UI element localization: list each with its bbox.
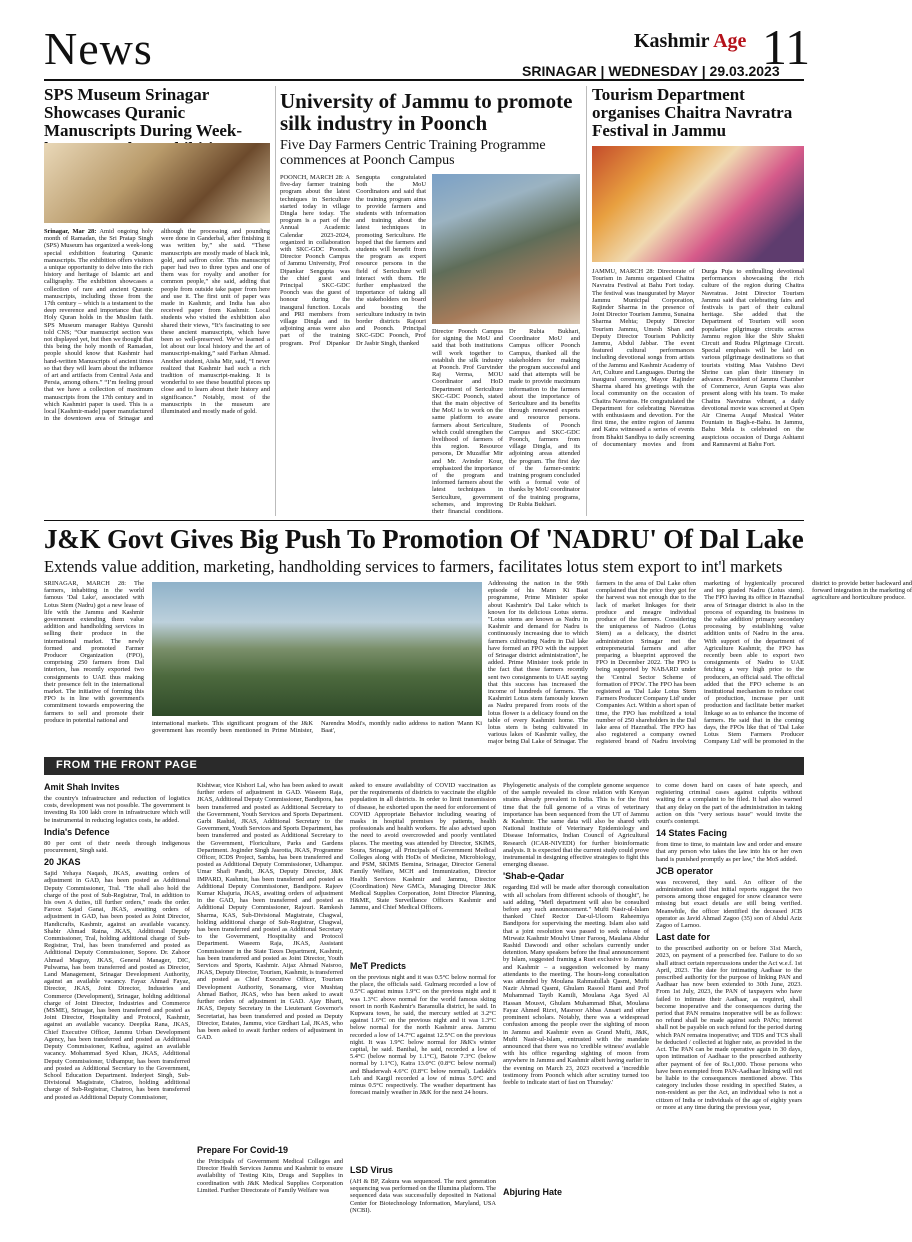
- lead-headline: J&K Govt Gives Big Push To Promotion Of 'NADRU' Of Dal Lake: [44, 524, 804, 554]
- fp-subhead: LSD Virus: [350, 1165, 393, 1175]
- lead-body-part1: SRINAGAR, MARCH 28: The farmers, inhabiting in the world famous 'Dal Lake', associated with Lotus Stem (Nadru) got a new lease of life with the Jammu and Kashmir government extending them value addition and handholding services in selling their produce in the international market. The newly formed and promoted Farmer Producer Organization (FPO), comprising 250 farmers from Dal interiors, has recently exported two consignments to UAE thus making their presence felt in the international market. The initiative of forming this FPO is in line with government's commitment towards empowering the farmers to sell and promote their produce in potential national and: [44, 580, 144, 724]
- fp-text: to come down hard on cases of hate speech, and registering criminal cases against culprits without waiting for a complaint to be filed. It had also warned that any delay on the part of the administration in taking action on this "very serious issue" would invite the court's contempt.: [656, 782, 802, 826]
- brand-suffix: Age: [713, 30, 747, 52]
- masthead-rule: [44, 79, 804, 81]
- fp-text: (AH & BP, Zakura was sequenced. The next generation sequencing was performed on the Illumina platform. The sequenced data was successfully deposited in National Center for Biotechnology Information, Maryland, USA (NCBI).: [350, 1178, 496, 1214]
- section-title: News: [44, 23, 153, 74]
- story3-headline: Tourism Department organises Chaitra Navratra Festival in Jammu: [592, 85, 793, 140]
- fp-text: the country's infrastructure and reduction of logistics costs, development was not possible. The government is investing Rs 100 lakh crore in infrastructure which will be instrumental in reducing logistics costs, he added.: [44, 795, 190, 824]
- section-rule: [44, 520, 804, 521]
- story1-body: [44, 228, 270, 528]
- story1-headline: SPS Museum Srinagar Showcases Quranic Manuscripts During Week-: [44, 85, 243, 140]
- front-page-column-5: [656, 782, 802, 1232]
- page-number: 11: [762, 19, 811, 75]
- masthead: [44, 18, 811, 79]
- story2-body-part1: POONCH, MARCH 28: A five-day farmer training program about the latest techniques in Sericulture started today in village Dingla here today. The program is a part of the Annual Academic Calendar 2023-2024, organized in collaboration with SKC-GDC Poonch. Director Poonch Campus of Jammu University, Prof Dipankar Sengupta was the chief guest and Principal SKC-GDC Poonch was the guest of honour during the inaugural function. Locals and PRI members from village Dingla and its adjoining areas were also part of the training program. Prof Dipankar Sengupta congratulated both the MoU Coordinators and said that the training program aims to provide farmers and students with information and training about the latest techniques in promoting Sericulture. He hoped that the farmers and students will benefit from the program as expert resource persons in the field of Sericulture will interact with them. He further emphasized the importance of taking all the stakeholders on board and boosting the sericulture industry in twin border districts Rajouri and Poonch. Principal SKC-GDC Poonch, Prof Dr Jasbir Singh, thanked: [280, 174, 426, 347]
- front-page-bar: [44, 757, 804, 775]
- brand-logo: [634, 30, 746, 53]
- fp-subhead: India's Defence: [44, 826, 110, 837]
- fp-text: asked to ensure availability of COVID vaccination as per the requirements of districts to vaccinate the eligible population in all districts. In order to limit transmission of disease, he exhorted upon the need for enforcement of COVID Appropriate Behavior including wearing of masks in hospital premises by patients, health professionals and health workers. He also advised upon the need to avoid overcrowded and poorly ventilated places. The meeting was attended by Director, SKIMS, Soura, Srinagar, all Principals of Government Medical Colleges along with HoDs of Medicine, Microbiology, and PSM, SKIMS Bemina, Srinagar, Director General Family Welfare, MCH and Immunization, Director Health Services Kashmir and Jammu, Director (Coordination) New GMCs, Managing Director J&K Medical Supplies Corporation, Joint Director Planning, H&ME, State Surveillance Officers Kashmir and Jammu, and Chief Medical Officers.: [350, 782, 496, 912]
- fp-subhead: 'Shab-e-Qadar: [503, 871, 565, 882]
- story2-subhead: Five Day Farmers Centric Training Programme commences at Poonch Campus: [280, 138, 546, 168]
- story3-photo: [592, 146, 804, 262]
- dateline: SRINAGAR | WEDNESDAY | 29.03.2023: [522, 63, 780, 79]
- fp-text: Phylogenetic analysis of the complete genome sequence of the sample revealed its close relation with Kenyan strains already prevalent in India. This is for the first time that the full genome of a virus of veterinary importance has been sequenced from the UT of Jammu & Kashmir. The same data will also be shared with National Institute of Veterinary Epidemiology and Disease Informatics, Indian Council of Agricultural Research (ICAR-NIVEDI) for further bioinformatic analysis. It is expected that the current study could prove instrumental in designing effective strategies to fight this emerging disease.: [503, 782, 649, 869]
- lead-body-part2: international markets. This significant program of the J&K government has recently been mentioned in Prime Minister, Narendra Modi's, monthly radio address to nation 'Mann Ki Baat',: [152, 720, 482, 735]
- story2-body-part2: Director Poonch Campus for signing the MoU and said that both institutions will work together to establish the silk industry at Poonch. Prof Gurvinder Raj Verma, MOU Coordinator and HoD Department of Sericulture SKC-GDC Poonch, stated that the main objective of the MoU is to work on the same platform to aware farmers about Sericulture, which could strengthen the livelihood of farmers of this region. Resource persons, Dr Muzaffar Mir and Mr. Avinder Kour, emphasized the importance of the program and informed farmers about the latest techniques in Sericulture, government schemes, and improving their financial conditions. Dr Rubia Bukhari, Coordinator MoU and Campus officer Poonch Campus, thanked all the stakeholders for making the program successful and said that attempts will be made to provide maximum information to the farmers about the importance of Sericulture and its benefits through renowned experts and resource persons. Students of Poonch Campus and SKC-GDC Poonch, farmers from village Dingla, and its adjoining areas attended the program. The first day of the farmer-centric training program concluded with a formal vote of thanks by MoU coordinator of the training programs, Dr Rubia Bukhari.: [432, 328, 580, 516]
- fp-text: Sajid Yehaya Naqash, JKAS, awaiting orders of adjustment in GAD, has been posted as Additional Deputy Commissioner, Tral. "He shall also hold the charge of the post of Sub-Registrar, Tral, in addition to his own A duties, till further orders," reads the order. Farooz Sajad Ganai, JKAS, awaiting orders of adjustment in GAD, has been posted as Joint Director, Handicrafts, Kashmir, against an available vacancy. Shabir Ahmad Raina, JKAS, Additional Deputy Commissioner, Tral, holding additional charge of Sub-Registrar, Tral, has been transferred and posted as Additional Deputy Commissioner, Sopore. Dr. Zahoor Ahmad Magray, JKAS, General Manager, DIC, Pulwama, has been transferred and posted as Director, Land Management, Srinagar Development Authority, against an available vacancy. Fayaz Ahmad Fayaz, Director, JKAS, Joint Director, Industries and Commerce (Development), Srinagar, holding additional charge of Joint Director, Industries and Commerce (MSME), Srinagar, has been transferred and posted as Joint Director, Hospitality and Protocol, Kashmir, against an available vacancy. Deepika Rana, JKAS, Chief Executive Officer, Jammu Urban Development Agency, has been transferred and posted as Additional Deputy Commissioner, Kathua, against an available vacancy. Mohammad Syed Khan, JKAS, Additional Deputy Commissioner, Udhampur, has been transferred and posted as Additional Secretary to the Government, School Education Department. Inderjeet Singh, Sub-Divisional Magistrate, Chatroo, holding additional charge of Sub-Registrar, Chatroo, has been transferred and posted as Additional Deputy Commissioner,: [44, 870, 190, 1101]
- fp-subhead: JCB operator: [656, 865, 714, 876]
- front-page-column-3: [350, 782, 496, 1232]
- fp-subhead: Abjuring Hate: [503, 1187, 563, 1198]
- column-divider: [275, 86, 276, 516]
- brand-prefix: Kashmir: [634, 30, 710, 52]
- front-page-column-4: [503, 782, 649, 1232]
- fp-text: on the previous night and it was 0.5°C below normal for the place, the officials said. Gulmarg recorded a low of 0.5°C against minus 1.9°C on the previous night and it was 1.3°C above normal for the world famous skiing resort in north Kashmir's Baramulla district, he said. In Kupwara town, he said, the mercury settled at 3.2°C against 1.6°C on the previous night and it was 1.3°C below normal for the north Kashmir area. Jammu recorded a low of 14.7°C against 12.5°C on the previous night. It was 1.9°C below normal for J&K's winter capital, he said. Banihal, he said, recorded a low of 5.4°C (below normal by 1.1°C), Batote 7.3°C (below normal by 1.1°C), Katra 13.0°C (0.8°C below normal) and Bhaderwah 4.6°C (0.8°C below normal). Ladakh's Leh and Kargil recorded a low of minus 5.0°C and minus 0.5°C respectively. The weather department has forecast mainly weather in J&K for the next 24 hours.: [350, 974, 496, 1097]
- front-page-column-1: [44, 782, 190, 1232]
- story2-photo: [432, 174, 580, 324]
- lead-body-part3: Addressing the nation in the 99th episode of his Mann Ki Baat programme, Prime Minister spoke about Kashmir's Dal Lake which is known for its delicious Lotus stems. "Lotus stems are known as Nadru in Kashmir and demand for Nadru is continuously increasing due to which farmers cultivating Nadru in Dal lake have formed an FPO with the support of Srinagar district administration", he added. Prime Minister took pride in the fact that these farmers recently sent two consignments to UAE saying that this success has increased the income of hundreds of farmers. The Kashmiri Lotus stem famously known as Nadru prepared from roots of the lotus flower is a delicacy found on the table of every Kashmiri home. The lotus stem is being cultivated in various lakes of Kashmir valley, the major being Dal Lake of Srinagar. The farmers in the area of Dal Lake often complained that the price they got for the harvest was not enough due to the lack of market linkages for their produce and meagre individual produce of the farmers. Considering the uniqueness of Nadroo (Lotus Stem) as a delicacy, the district administration Srinagar met the entrepreneurial farmers and after preparing a blueprint approved the FPO in December 2022. The FPO is being supported by NABARD under the 'Central Sector Scheme of formation of FPOs'. The FPO has been registered as 'Dal Lake Lotus Stem Farmers Producer Company Ltd' under Companies Act. Within a short span of time, the FPO has mobilized a total number of 250 shareholders in the Dal lake area of Hazratbal. The FPO has also registered a company owned registered brand of Nadru involving marketing of hygienically procured and top graded Nadru (Lotus stem). The FPO having its office in Hazratbal area of Srinagar district is also in the process of expanding its business in the value addition/ primary secondary processing by establishing value addition units of Nadru in the area. With support of the department of Agriculture Kashmir, the FPO has recently been able to export two consignments of Nadru to UAE fetching a very high price to the producers, an official said. The official added that the FPO scheme is an institutional mechanism to reduce cost of production, increase per unit production and facilitate better market linkage so as to enhance the income of farmers. He said that in the coming days, the FPOs like that of 'Dal Lake Lotus Stem Farmers Producer Company Ltd' will be promoted in the district to provide better backward and forward integration in the marketing of agriculture and horticulture produce.: [488, 580, 912, 746]
- lead-photo: [152, 582, 482, 716]
- fp-subhead: 20 JKAS: [44, 857, 81, 868]
- fp-subhead: Last date for: [656, 932, 711, 943]
- story2-headline: University of Jammu to promote silk industry in Poonch: [280, 89, 573, 136]
- story3-body: JAMMU, MARCH 28: Directorate of Tourism in Jammu organised Chaitra Navratra Festival at Bahu Fort today. The festival was inaugurated by Mayor Jammu Municipal Corporation, Rajinder Sharma in the presence of Joint Director Tourism Jammu, Sunaina Sharma Mehta; Deputy Director Tourism Jammu, Umesh Shan and Deputy Director Tourism Publicity Jammu, Abdul Jabbar. The event featured cultural performances including devotional songs from artists of the Jammu and Kashmir Academy of Art, Culture and Languages. During the inaugural ceremony, Mayor Rajinder Sharma shared his greetings with the local community on the occasion of Chaitra Navratras. He congratulated the Department for celebrating Navratras with enthusiasm and devotion. For the first time, the entire region of Jammu and Katra witnessed a series of events from Bhakti Sandhya to daily screening of documentary movies and from Durga Puja to enthralling devotional performances showcasing the rich culture of the region during Chaitra Navratras. Joint Director Tourism Jammu said that celebrating fairs and festivals is part of their cultural heritage. She added that the Department of Tourism will soon popularise pilgrimage circuits across Jammu region like the Shiv Shakti Circuit and Rudra Pilgrimage Circuit. Special emphasis will be laid on various pilgrimage destinations so that tourists visiting Maa Vaishno Devi Shrine can plan their itinerary in advance. President of Jammu Chamber of Commerce, Arun Gupta was also present along with his team. To make Chaitra Navratras vibrant, a daily devotional movie was screened at Open Air Cinema Auqaf Musical Water Fountain in Bagh-e-Bahu. In Jammu, Bahu Mela is celebrated on the auspicious occasion of Durga Ashtami and Ramnavmi at Bahu Fort.: [592, 268, 804, 448]
- front-page-label: FROM THE FRONT PAGE: [56, 759, 198, 771]
- fp-subhead: MeT Predicts: [350, 961, 407, 971]
- story1-dateline: Srinagar, Mar 28:: [44, 228, 97, 235]
- fp-text: from time to time, to maintain law and order and ensure that any person who takes the law into his or her own hand is punished promptly as per law," the MoS added.: [656, 841, 802, 863]
- column-divider: [586, 86, 587, 516]
- front-page-column-2: [197, 782, 343, 1232]
- fp-subhead: 14 States Facing: [656, 828, 728, 839]
- fp-text: to the prescribed authority on or before 31st March, 2023, on payment of a prescribed fee. Failure to do so shall attract certain repercussions under the Act w.e.f. 1st April, 2023. The date for intimating Aadhaar to the prescribed authority for the purpose of linking PAN and Aadhaar has now been extended to 30th June, 2023. From 1st July, 2023, the PAN of taxpayers who have failed to intimate their Aadhaar, as required, shall become inoperative and the consequences during the period that PAN remains inoperative will be as follows: no refund shall be made against such PANs; interest shall not be payable on such refund for the period during which PAN remains inoperative; and TDS and TCS shall be deducted / collected at higher rate, as provided in the Act. The PAN can be made operative again in 30 days, upon intimation of Aadhaar to the prescribed authority after payment of fee of Rs.1,000. Those persons who have been exempted from PAN-Aadhaar linking will not be liable to the consequences mentioned above. This category includes those residing in specified States, a non-resident as per the Act, an individual who is not a citizen of India or individuals of the age of eighty years or more at any time during the previous year,: [656, 945, 802, 1111]
- fp-text: 80 per cent of their needs through indigenous procurement, Singh said.: [44, 839, 190, 855]
- story1-photo: [44, 143, 270, 223]
- fp-text: regarding Eid will be made after thorough consultation with all scholars from different schools of thought", he said adding, "Mefl department will also be consulted before any such announcement." Mufti Nasir-ul-Islam thanked Chief Rector Dar-ul-Uloom Raheemiya Bandipora for supervising the meeting. Islam also said that a joint resolution was passed to seek release of Mirwaiz Kashmir Moulvi Umer Farooq, Maulana Abdur Rashid Dawoodi and other scholars currently under detention. Many speakers before the final announcement by Islam, suggested framing a Ruet exclusive to Jammu and Kashmir – a suggestion welcomed by many attendants to the meeting. The hours-long consultation was attended by Moulana Rahmatullah Qasmi, Mufti Nazir Ahmad Qasmi, Ghulam Rasool Hami and Prof Muhammad Tayib Kamili, Moulana Aga Syed Al Hassan Mousvi, Ghulam Muhammad Bhat, Moulana Fayaz Ahmed Rizvi, Masroor Abbas Ansari and other prominent scholars. Notably, there was a widespread confusion among the people over the sighting of moon in Jammu and Kashmir even as Grand Mufti, J&K, Mufti Nasir-ul-Islam, entrusted with the mandate announced that there was no 'credible witness' available with his office regarding sighting of moon from anywhere in Jammu and Kashmir albeit having earlier in the evening on March 23, 2023 received a 'incredible testimony from Poonch which after scrutiny turned too feeble to indicate start of fast on Thursday.': [503, 884, 649, 1086]
- fp-text: was recovered, they said. An officer of the administration said that initial reports suggest the two persons among those engaged for snow clearance were missing but exact details are still being verified. Meanwhile, the officer identified the deceased JCB operator as Javid Ahmad Zagoo (35) son of Abdul Aziz Zagoo of Larnoo.: [656, 878, 802, 930]
- lead-subhead: Extends value addition, marketing, handholding services to farmers, facilitates lotus stem export to int'l markets: [44, 557, 783, 576]
- fp-subhead: Prepare For Covid-19: [197, 1145, 289, 1155]
- fp-text: the Principals of Government Medical Colleges and Director Health Services Jammu and Kashmir to ensure availability of Testing Kits, Drugs and Supplies in coordination with J&K Medical Supplies Corporation Limited. Further Directorate of Family Welfare was: [197, 1158, 343, 1194]
- fp-subhead: Amit Shah Invites: [44, 782, 120, 792]
- fp-text: Kishtwar, vice Kishori Lal, who has been asked to await further orders of adjustment in GAD. Waseem Raja, JKAS, Additional Deputy Commissioner, Bandipora, has been transferred and posted as Additional Secretary to the Government, Youth Services and Sports Department. Garbi Rashid, JKAS, Additional Secretary to the Government, Youth Services and Sports Department, has been transferred and posted as Additional Secretary to the Government, Floriculture, Parks and Gardens Department. Joginder Singh Jasrotia, JKAS, Programme Officer, ICDS Project, Samba, has been transferred and posted as Additional Deputy Commissioner, Udhampur. Umar Shafi Pandit, JKAS, Deputy Director, J&K IMPARD, Kashmir, has been transferred and posted as Additional Deputy Commissioner, Bandipore. Rajeev Kumar Khajuria, JKAS, awaiting orders of adjustment in the GAD, has been transferred and posted as Additional Deputy Commissioner, Rajouri. Ramkesh Sharma, KAS, Sub-Divisional Magistrate, Chagwal, holding additional charge of Sub-Registrar, Chagwal, has been transferred and posted as Additional Secretary to the Government, Hospitality and Protocol Department. Waseem Raja, JKAS, Assistant Commissioner in the State Taxes Department, Kashmir, has been transferred and posted as Joint Director, Youth Services and Sports, Kashmir. Aijaz Ahmad Naisroo, JKAS, Deputy Director, Tourism, Kashmir, is transferred and posted as Chief Executive Officer, Tourism Development Authority, Sonamarg, vice Mushtaq Ahmad Bathor, JKAS, who has been asked to await further orders of adjustment in GAD. Ajay Bharti, JKAS, Deputy Secretary in the Lieutenant Governor's Secretariat, has been transferred and posted as Deputy Director, Estates, Jammu, vice Girdhari Lal, JKAS, who has been asked to await further orders of adjustment in GAD.: [197, 782, 344, 1042]
- story1-text: Amid ongoing holy month of Ramadan, the Sri Pratap Singh (SPS) Museum has organized a week-long special exhibition featuring Quranic manuscripts. The exhibition offers visitors a unique opportunity to delve into the rich history and heritage of Islamic art and calligraphy. The exhibition showcases a collection of rare and ancient Quranic manuscripts, including those from the 17th century – which is a testament to the deep reverence and importance that the Holy Quran holds in the Muslim faith. SPS Museum manager Rabiya Qureshi told CNS; “Our manuscript section was not displayed yet, but then we thought that this being the holy month of Ramadan, people should know that Kashmir had hand-written Manuscripts of ancient times so that they will learn about the influence of art and artifacts from Central Asia and Persia, among others.” “I’m feeling proud that we have a collection of maximum manuscripts from the 17th century and in which Kashmiri paper is used. This is a local [Kashmir-made] paper manufactured in the downtown area of Srinagar and although the processing and pounding were done in Ganderbal, after finishing it was written by,” she said. “These manuscripts are mostly made of black ink, gold, and saffron color. This manuscript paper had two to three types and one of them was for royalty and another for common people,” she said, adding that people from outside take paper from here and use it. The first unit of paper was made in Kashmir, and India has also received paper from Kashmir. Local students who visited the exhibition also shared their views, “It’s fascinating to see these ancient manuscripts, which have been so well-preserved. We’ve learned a lot about our local history and the art of manuscript-making,” said Farhan Ahmad. Another student, Aisha Mir, said, “I never realized that Kashmir had such a rich tradition of manuscript-making. It is wonderful to see these beautiful pieces up close and to learn about their history and significance.” Notably, most of the manuscripts in the museum are illuminated and mostly made of gold.: [44, 228, 270, 423]
